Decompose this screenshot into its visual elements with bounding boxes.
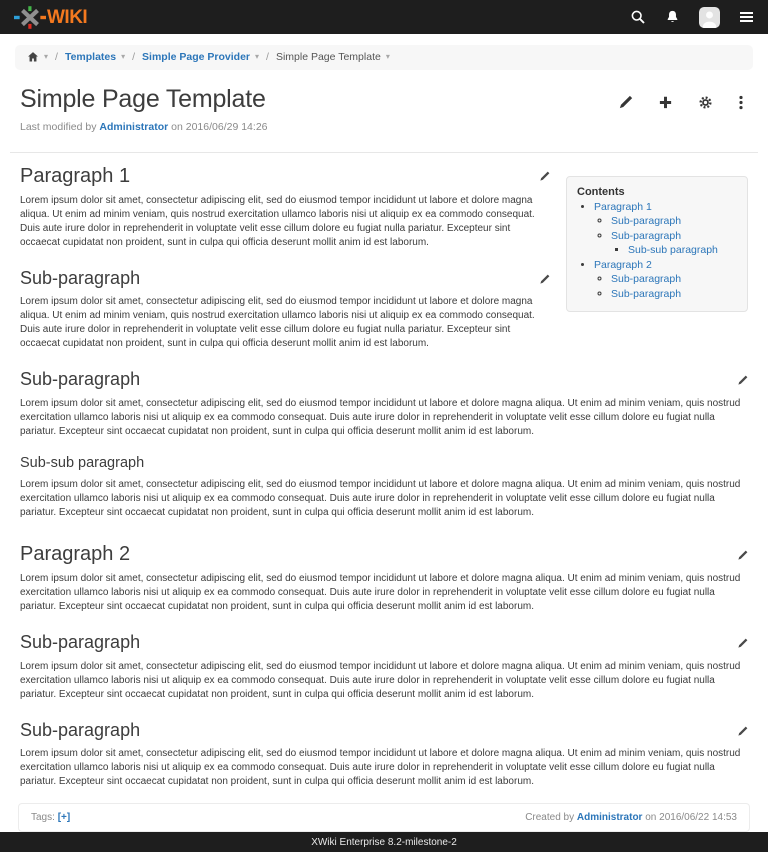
tags-label: Tags: <box>31 812 55 824</box>
page-actions <box>618 95 748 110</box>
section-paragraph: Lorem ipsum dolor sit amet, consectetur adipiscing elit, sed do eiusmod tempor incididunt ut labore et dolore magna aliqua. Ut enim ad minim veniam, quis nostrud exercitation ullamco laboris nisi ut aliquip ex ea commodo consequat. Duis aute irure dolor in reprehenderit in voluptate velit esse cillum dolore eu fugiat nulla pariatur. Excepteur sint occaecat cupidatat non proident, sunt in culpa qui officia deserunt mollit anim id est laborum. <box>20 296 535 350</box>
section-edit-pencil-icon[interactable] <box>737 726 748 737</box>
created-suffix: on 2016/06/22 14:53 <box>645 812 737 824</box>
page-body <box>0 70 768 833</box>
section-edit-pencil-icon[interactable] <box>737 638 748 649</box>
toc-list <box>611 243 737 258</box>
version-text: XWiki Enterprise 8.2-milestone-2 <box>311 836 457 848</box>
section-heading: Sub-paragraph <box>20 267 141 288</box>
breadcrumb-item: Simple Page Template <box>275 51 381 63</box>
section-paragraph: Lorem ipsum dolor sit amet, consectetur adipiscing elit, sed do eiusmod tempor incididunt ut labore et dolore magna aliqua. Ut enim ad minim veniam, quis nostrud exercitation ullamco laboris nisi ut aliquip ex ea commodo consequat. Duis aute irure dolor in reprehenderit in voluptate velit esse cillum dolore eu fugiat nulla pariatur. Excepteur sint occaecat cupidatat non proident, sunt in culpa qui officia deserunt mollit anim id est laborum. <box>20 660 741 700</box>
toc-link[interactable]: Paragraph 1 <box>594 200 652 213</box>
section-edit-pencil-icon[interactable] <box>539 171 550 182</box>
document-content <box>20 164 748 790</box>
contents-title: Contents <box>577 185 625 198</box>
toc-link[interactable]: Sub-paragraph <box>611 287 682 300</box>
chevron-down-icon[interactable]: ▾ <box>385 52 390 62</box>
content-section <box>20 632 748 702</box>
content-section <box>20 455 748 520</box>
created-user-link[interactable]: Administrator <box>576 812 643 824</box>
avatar[interactable] <box>699 7 720 28</box>
section-heading-row <box>20 542 748 566</box>
created-prefix: Created by <box>525 812 575 824</box>
section-heading: Paragraph 2 <box>20 543 131 566</box>
xwiki-logo-text: WIKI <box>47 6 88 28</box>
breadcrumb-item[interactable]: Templates <box>64 51 117 63</box>
toc-item <box>611 229 737 258</box>
toc-list <box>594 272 737 301</box>
navbar-actions <box>630 7 754 28</box>
section-paragraph: Lorem ipsum dolor sit amet, consectetur adipiscing elit, sed do eiusmod tempor incididunt ut labore et dolore magna aliqua. Ut enim ad minim veniam, quis nostrud exercitation ullamco laboris nisi ut aliquip ex ea commodo consequat. Duis aute irure dolor in reprehenderit in voluptate velit esse cillum dolore eu fugiat nulla pariatur. Excepteur sint occaecat cupidatat non proident, sunt in culpa qui officia deserunt mollit anim id est laborum. <box>20 479 741 519</box>
top-navbar <box>0 0 768 34</box>
title-divider <box>10 152 758 153</box>
section-heading-row <box>20 720 748 742</box>
chevron-down-icon[interactable]: ▾ <box>121 52 126 62</box>
toc-item <box>611 214 737 229</box>
content-section <box>20 369 748 439</box>
toc-link[interactable]: Sub-paragraph <box>611 229 682 242</box>
title-block <box>20 85 268 133</box>
section-heading: Sub-paragraph <box>20 369 141 390</box>
created-line <box>525 812 737 823</box>
section-paragraph: Lorem ipsum dolor sit amet, consectetur adipiscing elit, sed do eiusmod tempor incididunt ut labore et dolore magna aliqua. Ut enim ad minim veniam, quis nostrud exercitation ullamco laboris nisi ut aliquip ex ea commodo consequat. Duis aute irure dolor in reprehenderit in voluptate velit esse cillum dolore eu fugiat nulla pariatur. Excepteur sint occaecat cupidatat non proident, sunt in culpa qui officia deserunt mollit anim id est laborum. <box>20 194 535 248</box>
bell-icon[interactable] <box>665 9 680 25</box>
chevron-down-icon[interactable]: ▾ <box>44 52 49 62</box>
toc-link[interactable]: Sub-paragraph <box>611 215 682 228</box>
section-paragraph: Lorem ipsum dolor sit amet, consectetur adipiscing elit, sed do eiusmod tempor incididunt ut labore et dolore magna aliqua. Ut enim ad minim veniam, quis nostrud exercitation ullamco laboris nisi ut aliquip ex ea commodo consequat. Duis aute irure dolor in reprehenderit in voluptate velit esse cillum dolore eu fugiat nulla pariatur. Excepteur sint occaecat cupidatat non proident, sunt in culpa qui officia deserunt mollit anim id est laborum. <box>20 397 741 437</box>
home-icon[interactable] <box>27 51 39 63</box>
section-heading-row <box>20 455 748 472</box>
edit-pencil-icon[interactable] <box>618 95 633 110</box>
xwiki-logo-x-icon <box>14 6 46 29</box>
page-title: Simple Page Template <box>20 84 266 113</box>
create-plus-icon[interactable] <box>658 95 673 110</box>
section-heading-row <box>20 369 748 391</box>
chevron-down-icon[interactable]: ▾ <box>255 52 260 62</box>
search-icon[interactable] <box>630 9 646 25</box>
title-row <box>20 85 748 133</box>
breadcrumb-separator: / <box>55 51 58 63</box>
xwiki-logo[interactable] <box>14 6 87 29</box>
breadcrumb-separator: / <box>132 51 136 63</box>
section-heading: Sub-sub paragraph <box>20 454 145 471</box>
add-tag-button[interactable]: [+] <box>57 812 71 824</box>
content-section <box>20 720 748 790</box>
toc-item <box>611 287 737 302</box>
toc-list <box>577 200 737 302</box>
toc-item <box>628 243 737 258</box>
section-heading-row <box>20 268 550 290</box>
modified-suffix: on 2016/06/29 14:26 <box>171 120 268 133</box>
hamburger-icon[interactable] <box>739 10 754 24</box>
section-edit-pencil-icon[interactable] <box>737 375 748 386</box>
breadcrumb-separator: / <box>266 51 269 63</box>
toc-link[interactable]: Sub-sub paragraph <box>628 244 718 257</box>
section-heading-row <box>20 632 748 654</box>
section-edit-pencil-icon[interactable] <box>539 274 550 285</box>
tags-line <box>31 812 70 823</box>
last-modified-line <box>20 121 268 133</box>
section-heading: Sub-paragraph <box>20 632 141 653</box>
modified-prefix: Last modified by <box>20 120 97 133</box>
toc-link[interactable]: Sub-paragraph <box>611 273 682 286</box>
toc-item <box>594 258 737 302</box>
settings-gear-icon[interactable] <box>698 95 713 110</box>
more-kebab-icon[interactable] <box>738 95 744 110</box>
section-heading-row <box>20 164 550 188</box>
section-paragraph: Lorem ipsum dolor sit amet, consectetur adipiscing elit, sed do eiusmod tempor incididunt ut labore et dolore magna aliqua. Ut enim ad minim veniam, quis nostrud exercitation ullamco laboris nisi ut aliquip ex ea commodo consequat. Duis aute irure dolor in reprehenderit in voluptate velit esse cillum dolore eu fugiat nulla pariatur. Excepteur sint occaecat cupidatat non proident, sunt in culpa qui officia deserunt mollit anim id est laborum. <box>20 748 741 788</box>
section-edit-pencil-icon[interactable] <box>737 550 748 561</box>
section-heading: Paragraph 1 <box>20 164 131 187</box>
document-footer <box>18 803 750 832</box>
version-footer <box>0 832 768 852</box>
contents-panel <box>566 176 748 313</box>
toc-list <box>594 214 737 258</box>
modified-user-link[interactable]: Administrator <box>99 120 169 133</box>
breadcrumb <box>15 45 753 70</box>
section-paragraph: Lorem ipsum dolor sit amet, consectetur adipiscing elit, sed do eiusmod tempor incididunt ut labore et dolore magna aliqua. Ut enim ad minim veniam, quis nostrud exercitation ullamco laboris nisi ut aliquip ex ea commodo consequat. Duis aute irure dolor in reprehenderit in voluptate velit esse cillum dolore eu fugiat nulla pariatur. Excepteur sint occaecat cupidatat non proident, sunt in culpa qui officia deserunt mollit anim id est laborum. <box>20 573 741 613</box>
contents-tree <box>577 200 737 302</box>
section-heading: Sub-paragraph <box>20 719 141 740</box>
toc-item <box>594 200 737 258</box>
toc-link[interactable]: Paragraph 2 <box>594 258 652 271</box>
toc-item <box>611 272 737 287</box>
content-section <box>20 542 748 614</box>
breadcrumb-item[interactable]: Simple Page Provider <box>142 51 251 63</box>
